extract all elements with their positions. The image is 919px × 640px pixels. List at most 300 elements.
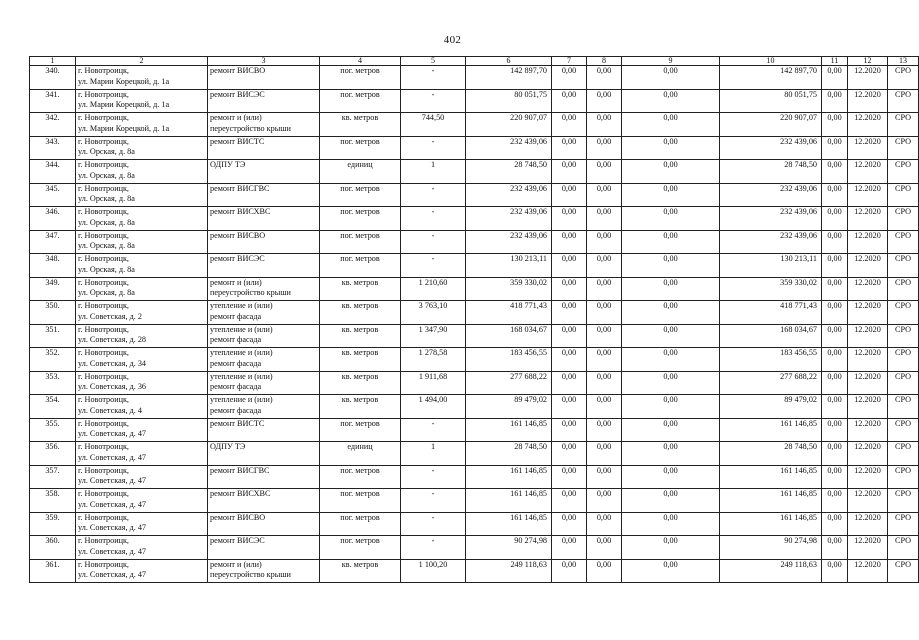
deadline-cell: 12.2020 [848,418,888,442]
total-cost-cell: 130 213,11 [466,254,552,278]
other-funds-cell: 0,00 [822,277,848,301]
method-cell: СРО [888,277,919,301]
local-budget-cell: 0,00 [622,442,720,466]
work-type-cell [208,66,320,90]
regional-budget-cell: 0,00 [587,324,622,348]
row-number: 358. [30,489,76,513]
table-row [30,348,919,372]
row-number: 346. [30,207,76,231]
work-type-cell-line: утепление и (или) [210,324,273,334]
local-budget-cell: 0,00 [622,301,720,325]
volume-cell: 1 494,00 [401,395,466,419]
other-funds-cell: 0,00 [822,66,848,90]
local-budget-cell: 0,00 [622,324,720,348]
address-cell [76,371,208,395]
page-number: 402 [443,34,462,46]
table-body [30,66,919,583]
table-row [30,183,919,207]
method-cell: СРО [888,66,919,90]
volume-cell: - [401,489,466,513]
table-row [30,113,919,137]
work-type-cell [208,89,320,113]
deadline-cell: 12.2020 [848,395,888,419]
address-cell-line: ул. Орская, д. 8а [78,264,135,274]
address-cell-line: г. Новотроицк, [78,113,129,122]
owners-funds-cell: 130 213,11 [720,254,822,278]
address-cell-line: г. Новотроицк, [78,418,129,428]
regional-budget-cell: 0,00 [587,207,622,231]
regional-budget-cell: 0,00 [587,465,622,489]
local-budget-cell: 0,00 [622,183,720,207]
unit-cell: кв. метров [320,348,401,372]
row-number: 341. [30,89,76,113]
unit-cell: пог. метров [320,418,401,442]
address-cell-line: ул. Орская, д. 8а [78,194,135,203]
local-budget-cell: 0,00 [622,371,720,395]
fund-cell: 0,00 [552,207,587,231]
column-header-6: 6 [466,57,552,66]
method-cell: СРО [888,559,919,583]
address-cell [76,89,208,113]
unit-cell: пог. метров [320,183,401,207]
work-type-cell [208,301,320,325]
total-cost-cell: 90 274,98 [466,536,552,560]
volume-cell: 1 911,68 [401,371,466,395]
work-type-cell-line: ремонт ВИСЭС [210,89,265,99]
regional-budget-cell: 0,00 [587,230,622,254]
fund-cell: 0,00 [552,113,587,137]
row-number: 351. [30,324,76,348]
other-funds-cell: 0,00 [822,442,848,466]
unit-cell: пог. метров [320,254,401,278]
total-cost-cell: 183 456,55 [466,348,552,372]
other-funds-cell: 0,00 [822,160,848,184]
table-row [30,395,919,419]
other-funds-cell: 0,00 [822,113,848,137]
total-cost-cell: 80 051,75 [466,89,552,113]
volume-cell: - [401,465,466,489]
volume-cell: - [401,254,466,278]
address-cell-line: г. Новотроицк, [78,301,129,310]
unit-cell: пог. метров [320,66,401,90]
address-cell [76,66,208,90]
column-header-10: 10 [720,57,822,66]
address-cell-line: ул. Марии Корецкой, д. 1а [78,100,170,109]
method-cell: СРО [888,348,919,372]
work-type-cell [208,136,320,160]
deadline-cell: 12.2020 [848,512,888,536]
volume-cell: 1 100,20 [401,559,466,583]
regional-budget-cell: 0,00 [587,254,622,278]
owners-funds-cell: 161 146,85 [720,512,822,536]
fund-cell: 0,00 [552,277,587,301]
deadline-cell: 12.2020 [848,254,888,278]
total-cost-cell: 161 146,85 [466,489,552,513]
owners-funds-cell: 418 771,43 [720,301,822,325]
unit-cell: кв. метров [320,559,401,583]
address-cell [76,277,208,301]
fund-cell: 0,00 [552,348,587,372]
table-row [30,136,919,160]
owners-funds-cell: 232 439,06 [720,207,822,231]
local-budget-cell: 0,00 [622,207,720,231]
total-cost-cell: 220 907,07 [466,113,552,137]
unit-cell: кв. метров [320,395,401,419]
address-cell [76,113,208,137]
row-number: 340. [30,66,76,90]
deadline-cell: 12.2020 [848,324,888,348]
deadline-cell: 12.2020 [848,301,888,325]
work-type-cell-line: ремонт ВИСГВС [210,465,270,475]
work-type-cell-line: ремонт ВИСЭС [210,536,265,545]
fund-cell: 0,00 [552,183,587,207]
table-row [30,160,919,184]
regional-budget-cell: 0,00 [587,113,622,137]
unit-cell: кв. метров [320,301,401,325]
work-type-cell-line: утепление и (или) [210,348,273,357]
volume-cell: 1 [401,442,466,466]
unit-cell: пог. метров [320,465,401,489]
row-number: 355. [30,418,76,442]
row-number: 342. [30,113,76,137]
address-cell-line: г. Новотроицк, [78,371,129,381]
column-header-2: 2 [76,57,208,66]
fund-cell: 0,00 [552,160,587,184]
method-cell: СРО [888,371,919,395]
work-type-cell-line: переустройство крыши [210,123,291,133]
regional-budget-cell: 0,00 [587,277,622,301]
address-cell-line: ул. Советская, д. 34 [78,358,147,368]
regional-budget-cell: 0,00 [587,442,622,466]
regional-budget-cell: 0,00 [587,183,622,207]
method-cell: СРО [888,183,919,207]
fund-cell: 0,00 [552,89,587,113]
work-type-cell [208,512,320,536]
total-cost-cell: 232 439,06 [466,207,552,231]
work-type-cell-line: ремонт фасада [210,382,262,391]
volume-cell: - [401,230,466,254]
unit-cell: кв. метров [320,113,401,137]
row-number: 352. [30,348,76,372]
work-type-cell-line: ОДПУ ТЭ [210,442,246,451]
local-budget-cell: 0,00 [622,113,720,137]
fund-cell: 0,00 [552,254,587,278]
address-cell-line: ул. Советская, д. 28 [78,335,147,344]
volume-cell: - [401,512,466,536]
column-header-1: 1 [30,57,76,66]
total-cost-cell: 142 897,70 [466,66,552,90]
other-funds-cell: 0,00 [822,536,848,560]
fund-cell: 0,00 [552,324,587,348]
regional-budget-cell: 0,00 [587,301,622,325]
repair-register-table [29,56,919,583]
address-cell [76,536,208,560]
other-funds-cell: 0,00 [822,301,848,325]
fund-cell: 0,00 [552,371,587,395]
work-type-cell-line: утепление и (или) [210,371,273,381]
local-budget-cell: 0,00 [622,230,720,254]
local-budget-cell: 0,00 [622,136,720,160]
regional-budget-cell: 0,00 [587,512,622,536]
local-budget-cell: 0,00 [622,66,720,90]
method-cell: СРО [888,136,919,160]
method-cell: СРО [888,230,919,254]
address-cell-line: г. Новотроицк, [78,489,129,498]
unit-cell: пог. метров [320,89,401,113]
address-cell-line: ул. Орская, д. 8а [78,170,135,180]
deadline-cell: 12.2020 [848,442,888,466]
regional-budget-cell: 0,00 [587,559,622,583]
address-cell-line: г. Новотроицк, [78,254,129,263]
work-type-cell [208,207,320,231]
row-number: 348. [30,254,76,278]
regional-budget-cell: 0,00 [587,66,622,90]
owners-funds-cell: 232 439,06 [720,183,822,207]
local-budget-cell: 0,00 [622,465,720,489]
table-row [30,277,919,301]
unit-cell: кв. метров [320,371,401,395]
address-cell-line: г. Новотроицк, [78,512,129,522]
method-cell: СРО [888,489,919,513]
volume-cell: 1 210,60 [401,277,466,301]
local-budget-cell: 0,00 [622,512,720,536]
volume-cell: - [401,136,466,160]
column-header-5: 5 [401,57,466,66]
column-header-9: 9 [622,57,720,66]
row-number: 360. [30,536,76,560]
deadline-cell: 12.2020 [848,348,888,372]
local-budget-cell: 0,00 [622,395,720,419]
work-type-cell [208,442,320,466]
row-number: 361. [30,559,76,583]
work-type-cell-line: ОДПУ ТЭ [210,160,246,169]
work-type-cell [208,559,320,583]
deadline-cell: 12.2020 [848,559,888,583]
work-type-cell [208,395,320,419]
work-type-cell-line: ремонт фасада [210,311,262,321]
regional-budget-cell: 0,00 [587,136,622,160]
method-cell: СРО [888,442,919,466]
work-type-cell [208,183,320,207]
address-cell-line: г. Новотроицк, [78,324,129,334]
column-header-13: 13 [888,57,919,66]
address-cell-line: ул. Советская, д. 47 [78,452,147,462]
deadline-cell: 12.2020 [848,136,888,160]
unit-cell: единиц [320,442,401,466]
total-cost-cell: 89 479,02 [466,395,552,419]
fund-cell: 0,00 [552,66,587,90]
deadline-cell: 12.2020 [848,277,888,301]
method-cell: СРО [888,254,919,278]
owners-funds-cell: 183 456,55 [720,348,822,372]
address-cell-line: ул. Орская, д. 8а [78,147,135,156]
deadline-cell: 12.2020 [848,66,888,90]
address-cell-line: ул. Советская, д. 2 [78,311,142,321]
method-cell: СРО [888,207,919,231]
total-cost-cell: 232 439,06 [466,136,552,160]
column-header-12: 12 [848,57,888,66]
address-cell [76,559,208,583]
regional-budget-cell: 0,00 [587,418,622,442]
regional-budget-cell: 0,00 [587,348,622,372]
regional-budget-cell: 0,00 [587,89,622,113]
address-cell-line: ул. Советская, д. 47 [78,476,147,485]
total-cost-cell: 232 439,06 [466,183,552,207]
address-cell [76,183,208,207]
address-cell-line: ул. Советская, д. 36 [78,382,147,391]
address-cell-line: г. Новотроицк, [78,277,129,287]
address-cell-line: ул. Советская, д. 4 [78,405,142,415]
address-cell [76,418,208,442]
work-type-cell-line: ремонт фасада [210,405,262,415]
address-cell [76,207,208,231]
work-type-cell-line: ремонт ВИСТС [210,418,265,428]
local-budget-cell: 0,00 [622,559,720,583]
volume-cell: 1 278,58 [401,348,466,372]
work-type-cell [208,418,320,442]
address-cell-line: ул. Советская, д. 47 [78,523,147,532]
table-row [30,371,919,395]
address-cell-line: г. Новотроицк, [78,183,129,193]
regional-budget-cell: 0,00 [587,489,622,513]
method-cell: СРО [888,536,919,560]
owners-funds-cell: 142 897,70 [720,66,822,90]
fund-cell: 0,00 [552,136,587,160]
fund-cell: 0,00 [552,442,587,466]
work-type-cell-line: переустройство крыши [210,570,291,579]
other-funds-cell: 0,00 [822,136,848,160]
address-cell-line: ул. Советская, д. 47 [78,429,147,438]
address-cell [76,348,208,372]
table-row [30,559,919,583]
local-budget-cell: 0,00 [622,418,720,442]
volume-cell: - [401,207,466,231]
address-cell [76,324,208,348]
work-type-cell [208,371,320,395]
other-funds-cell: 0,00 [822,183,848,207]
other-funds-cell: 0,00 [822,512,848,536]
total-cost-cell: 277 688,22 [466,371,552,395]
method-cell: СРО [888,89,919,113]
method-cell: СРО [888,113,919,137]
regional-budget-cell: 0,00 [587,536,622,560]
work-type-cell [208,324,320,348]
method-cell: СРО [888,395,919,419]
address-cell-line: ул. Советская, д. 47 [78,546,147,556]
other-funds-cell: 0,00 [822,348,848,372]
fund-cell: 0,00 [552,230,587,254]
address-cell-line: г. Новотроицк, [78,559,129,569]
table-row [30,536,919,560]
table-row [30,442,919,466]
work-type-cell-line: ремонт ВИСВО [210,66,266,75]
total-cost-cell: 168 034,67 [466,324,552,348]
method-cell: СРО [888,512,919,536]
column-header-4: 4 [320,57,401,66]
fund-cell: 0,00 [552,559,587,583]
method-cell: СРО [888,301,919,325]
address-cell [76,160,208,184]
address-cell-line: г. Новотроицк, [78,465,129,475]
method-cell: СРО [888,160,919,184]
volume-cell: - [401,183,466,207]
deadline-cell: 12.2020 [848,489,888,513]
owners-funds-cell: 249 118,63 [720,559,822,583]
unit-cell: кв. метров [320,277,401,301]
unit-cell: пог. метров [320,512,401,536]
deadline-cell: 12.2020 [848,113,888,137]
row-number: 353. [30,371,76,395]
work-type-cell-line: утепление и (или) [210,301,273,310]
work-type-cell-line: ремонт ВИСХВС [210,489,271,498]
work-type-cell-line: утепление и (или) [210,395,273,404]
fund-cell: 0,00 [552,536,587,560]
work-type-cell-line: ремонт и (или) [210,277,262,287]
total-cost-cell: 161 146,85 [466,465,552,489]
address-cell-line: г. Новотроицк, [78,230,129,240]
local-budget-cell: 0,00 [622,160,720,184]
other-funds-cell: 0,00 [822,230,848,254]
total-cost-cell: 161 146,85 [466,418,552,442]
address-cell-line: ул. Орская, д. 8а [78,217,135,227]
column-header-8: 8 [587,57,622,66]
other-funds-cell: 0,00 [822,559,848,583]
row-number: 357. [30,465,76,489]
total-cost-cell: 359 330,02 [466,277,552,301]
other-funds-cell: 0,00 [822,371,848,395]
other-funds-cell: 0,00 [822,395,848,419]
row-number: 343. [30,136,76,160]
volume-cell: 1 [401,160,466,184]
column-number-row [30,57,919,66]
address-cell-line: г. Новотроицк, [78,348,129,357]
address-cell-line: г. Новотроицк, [78,536,129,545]
deadline-cell: 12.2020 [848,230,888,254]
work-type-cell [208,160,320,184]
fund-cell: 0,00 [552,489,587,513]
unit-cell: пог. метров [320,136,401,160]
unit-cell: пог. метров [320,230,401,254]
table-row [30,324,919,348]
other-funds-cell: 0,00 [822,489,848,513]
column-header-7: 7 [552,57,587,66]
owners-funds-cell: 161 146,85 [720,418,822,442]
address-cell-line: г. Новотроицк, [78,442,129,451]
work-type-cell-line: ремонт ВИСВО [210,230,266,240]
local-budget-cell: 0,00 [622,489,720,513]
row-number: 359. [30,512,76,536]
address-cell-line: г. Новотроицк, [78,207,129,216]
regional-budget-cell: 0,00 [587,160,622,184]
volume-cell: 744,50 [401,113,466,137]
row-number: 344. [30,160,76,184]
table-row [30,301,919,325]
unit-cell: кв. метров [320,324,401,348]
total-cost-cell: 161 146,85 [466,512,552,536]
fund-cell: 0,00 [552,395,587,419]
owners-funds-cell: 277 688,22 [720,371,822,395]
address-cell-line: г. Новотроицк, [78,66,129,75]
fund-cell: 0,00 [552,512,587,536]
work-type-cell [208,230,320,254]
address-cell-line: ул. Советская, д. 47 [78,499,147,509]
address-cell [76,230,208,254]
table-row [30,230,919,254]
work-type-cell-line: переустройство крыши [210,288,291,297]
row-number: 347. [30,230,76,254]
table-row [30,254,919,278]
unit-cell: пог. метров [320,207,401,231]
